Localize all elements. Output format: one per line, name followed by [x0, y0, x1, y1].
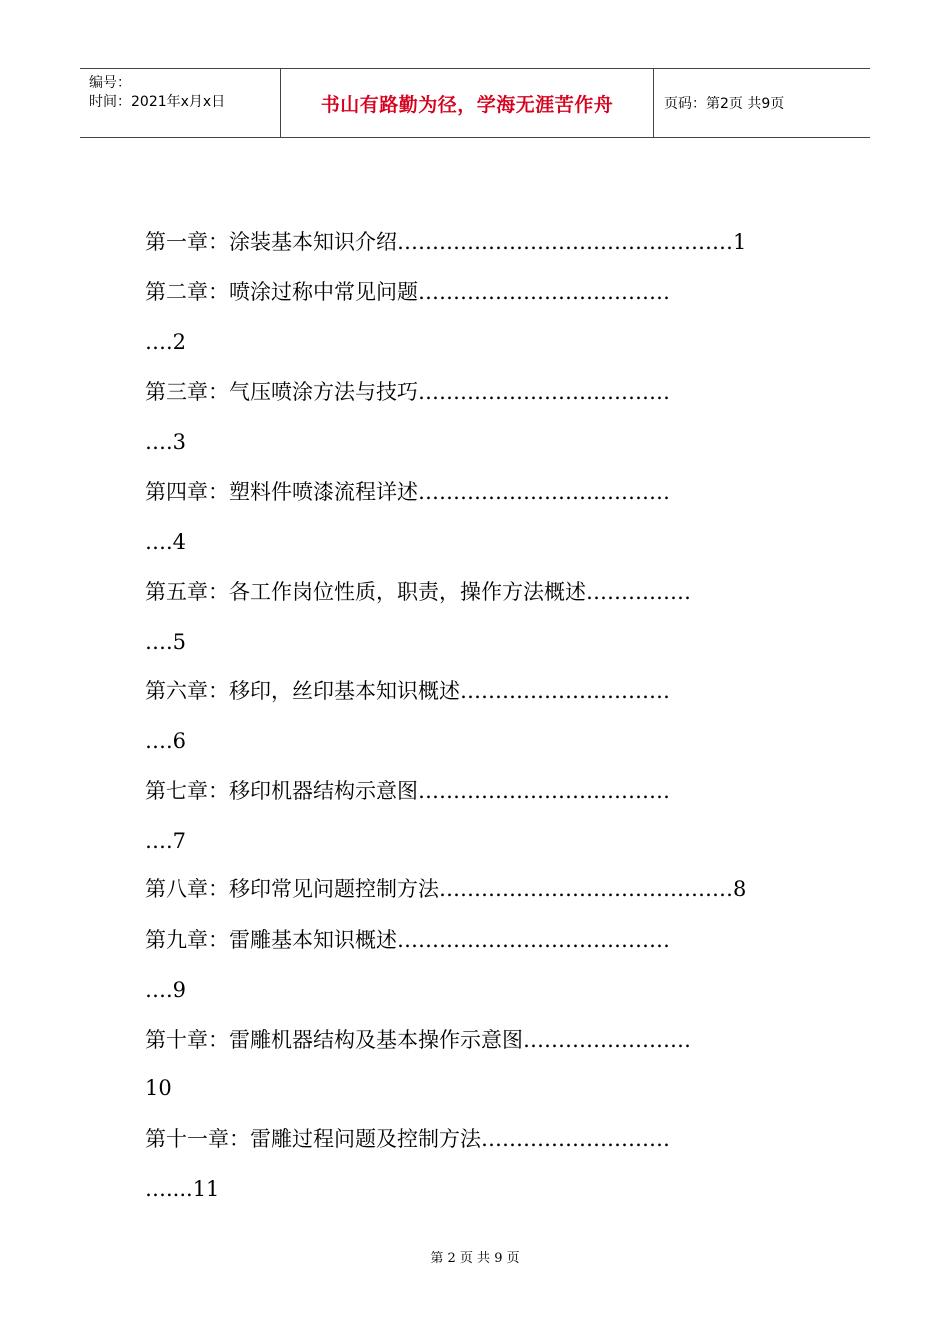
- toc-entry-9-page: ….9: [145, 978, 187, 1002]
- toc-entry-1: 第一章：涂装基本知识介绍…………………………………………1: [145, 230, 747, 254]
- header-meta-cell: [80, 69, 281, 137]
- toc-entry-2: 第二章：喷涂过称中常见问题………………………………: [145, 280, 670, 304]
- toc-entry-7: 第七章：移印机器结构示意图………………………………: [145, 779, 670, 803]
- toc-entry-8: 第八章：移印常见问题控制方法……………………………………8: [145, 877, 747, 901]
- toc-entry-2-page: ….2: [145, 330, 187, 354]
- toc-entry-6: 第六章：移印，丝印基本知识概述…………………………: [145, 679, 670, 703]
- toc-entry-4-page: ….4: [145, 530, 187, 554]
- toc-entry-5: 第五章：各工作岗位性质，职责，操作方法概述……………: [145, 580, 691, 604]
- doc-time-label: 时间：2021年x月x日: [89, 94, 226, 110]
- header-motto-cell: [281, 69, 654, 137]
- toc-entry-10: 第十章：雷雕机器结构及基本操作示意图……………………: [145, 1028, 691, 1052]
- toc-entry-4: 第四章：塑料件喷漆流程详述………………………………: [145, 480, 670, 504]
- toc-entry-11: 第十一章：雷雕过程问题及控制方法………………………: [145, 1127, 670, 1151]
- page-header: [80, 68, 870, 138]
- toc-entry-7-page: ….7: [145, 829, 187, 853]
- toc-entry-6-page: ….6: [145, 729, 187, 753]
- toc-entry-10-page: 10: [145, 1076, 172, 1100]
- page-footer: 第 2 页 共 9 页: [430, 1251, 520, 1266]
- toc-entry-5-page: ….5: [145, 630, 187, 654]
- doc-number-label: 编号：: [89, 75, 131, 91]
- toc-entry-11-page: …....11: [145, 1177, 220, 1201]
- toc-entry-3-page: ….3: [145, 430, 187, 454]
- header-motto: 书山有路勤为径，学海无涯苦作舟: [320, 93, 614, 116]
- header-page-info: 页码：第2页 共9页: [664, 96, 785, 112]
- toc-entry-3: 第三章：气压喷涂方法与技巧………………………………: [145, 380, 670, 404]
- toc-entry-9: 第九章：雷雕基本知识概述…………………………………: [145, 928, 670, 952]
- header-page-cell: [654, 69, 870, 137]
